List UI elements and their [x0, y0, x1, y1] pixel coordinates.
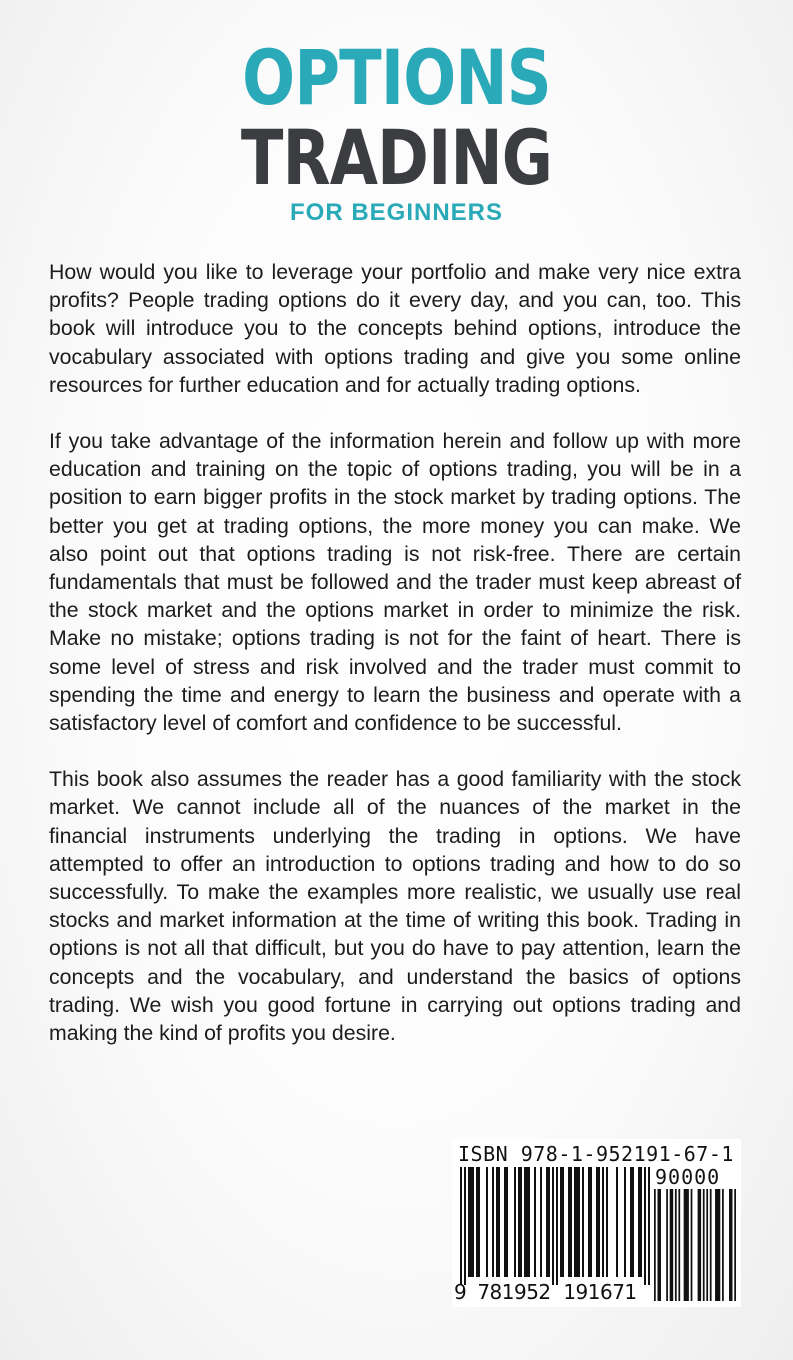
ean-bar — [468, 1167, 474, 1277]
addon-bar — [691, 1189, 693, 1301]
ean-first-digit: 9 — [454, 1280, 467, 1304]
addon-bar — [729, 1189, 732, 1301]
addon-bar — [684, 1189, 689, 1301]
addon-bar — [703, 1189, 705, 1301]
ean-bar — [606, 1167, 608, 1277]
ean-bar — [514, 1167, 516, 1277]
addon-bar — [710, 1189, 712, 1301]
isbn-label: ISBN 978-1-952191-67-1 — [458, 1142, 734, 1166]
ean-bar — [546, 1167, 550, 1277]
addon-bar — [670, 1189, 673, 1301]
book-title-block — [0, 33, 793, 226]
ean13-barcode — [460, 1167, 650, 1285]
ean-bar — [504, 1167, 508, 1277]
addon-bar — [657, 1189, 660, 1301]
addon-bar — [706, 1189, 708, 1301]
ean-bar — [648, 1167, 650, 1285]
price-code: 90000 — [655, 1165, 721, 1189]
ean-bar — [540, 1167, 542, 1277]
ean-bar — [534, 1167, 536, 1277]
addon-bar — [698, 1189, 701, 1301]
ean-bar — [556, 1167, 558, 1285]
ean-bar — [624, 1167, 626, 1277]
addon-bar — [715, 1189, 720, 1301]
ean-bar — [644, 1167, 646, 1285]
ean-bar — [602, 1167, 604, 1277]
description-paragraph-2: If you take advantage of the information herein and follow up with more education and training on the topic of options trading, you will be in a position to earn bigger profits in the stock market by trading options. The better you get at trading options, the more money you can make. We also point out that options trading is not risk-free. There are certain fundamentals that must be followed and the trader must keep abreast of the stock market and the options market in order to minimize the risk. Make no mistake; options trading is not for the faint of heart. There is some level of stress and risk involved and the trader must commit to spending the time and energy to learn the business and operate with a satisfactory level of comfort and confidence to be successful. — [49, 429, 741, 736]
ean-bar — [582, 1167, 584, 1277]
ean-bar — [568, 1167, 572, 1277]
description-paragraph-3: This book also assumes the reader has a good familiarity with the stock market. We cannot include all of the nuances of the market in the financial instruments underlying the trading in options. We have attempted to offer an introduction to options trading and how to do so successfully. To make the examples more realistic, we usually use real stocks and market information at the time of writing this book. Trading in options is not all that difficult, but you do have to pay attention, learn the concepts and the vocabulary, and understand the basics of options trading. We wish you good fortune in carrying out options trading and making the kind of profits you desire. — [49, 767, 741, 1046]
ean-bar — [630, 1167, 634, 1277]
ean-bar — [616, 1167, 618, 1277]
addon-bar — [678, 1189, 680, 1301]
ean-bar — [638, 1167, 642, 1277]
addon-bar — [722, 1189, 724, 1301]
addon-bar — [666, 1189, 668, 1301]
addon-bar — [734, 1189, 736, 1301]
ean-bar — [518, 1167, 522, 1277]
title-trading: TRADING — [240, 113, 553, 202]
ean-right-digits: 191671 — [563, 1280, 637, 1304]
back-cover-description — [49, 258, 741, 1075]
ean-bar — [560, 1167, 564, 1277]
ean-bar — [476, 1167, 480, 1277]
description-paragraph-1: How would you like to leverage your portfolio and make very nice extra profits? People trading options do it every day, and you can, too. This book will introduce you to the concepts behind options, introduce the vocabulary associated with options trading and give you some online resources for further education and for actually trading options. — [49, 260, 741, 397]
isbn-barcode-box — [452, 1139, 741, 1307]
subtitle-for-beginners: FOR BEGINNERS — [289, 199, 503, 226]
price-addon-barcode — [654, 1189, 736, 1301]
ean-bar — [588, 1167, 592, 1277]
ean-bar — [460, 1167, 462, 1285]
ean-bar — [552, 1167, 554, 1285]
title-options: OPTIONS — [242, 33, 551, 122]
ean-left-digits: 781952 — [477, 1280, 551, 1304]
ean-bar — [524, 1167, 530, 1277]
ean-bar — [486, 1167, 488, 1277]
ean-bar — [574, 1167, 580, 1277]
addon-bar — [675, 1189, 677, 1301]
ean-bar — [464, 1167, 466, 1285]
ean-bar — [492, 1167, 494, 1277]
ean-bar — [596, 1167, 600, 1277]
addon-bar — [654, 1189, 656, 1301]
ean-bar — [496, 1167, 500, 1277]
